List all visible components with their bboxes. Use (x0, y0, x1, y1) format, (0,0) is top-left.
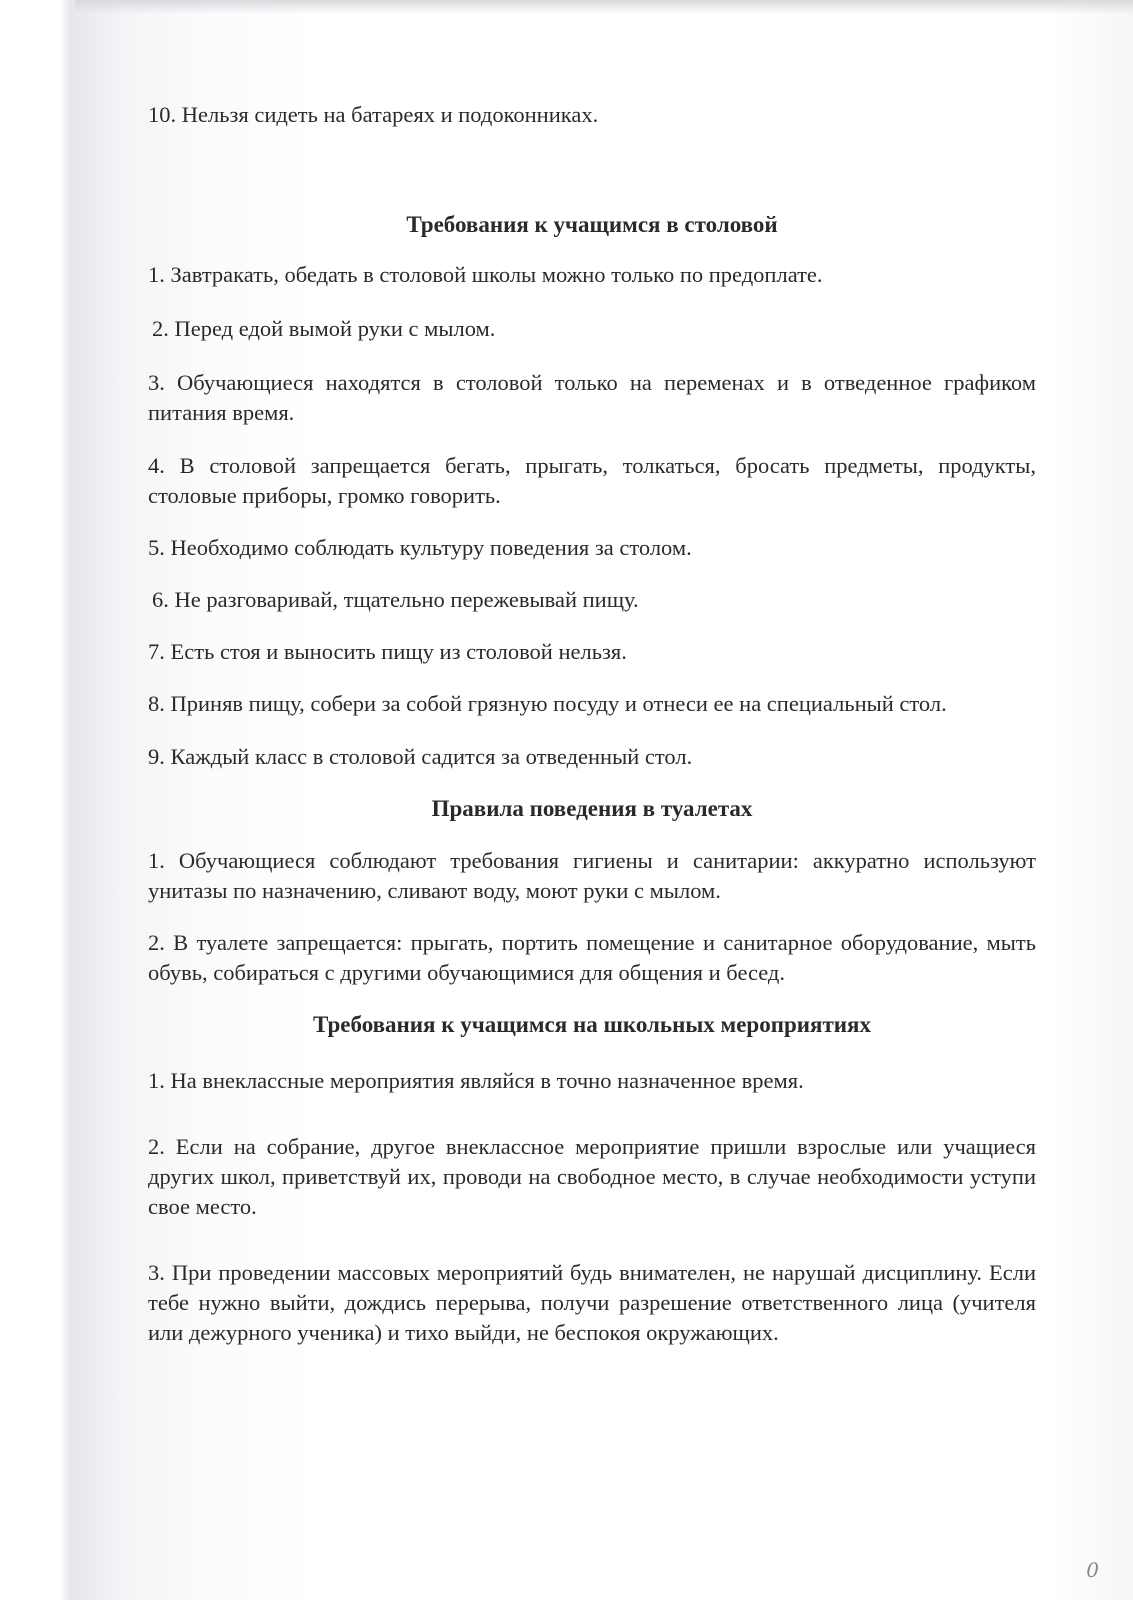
canteen-rule-4: 4. В столовой запрещается бегать, прыгать, толкаться, бросать предметы, продукты, столовые приборы, громко говорить. (148, 453, 1036, 508)
canteen-rule-5: 5. Необходимо соблюдать культуру поведения за столом. (148, 535, 692, 560)
section-title-events: Требования к учащимся на школьных мероприятиях (313, 1012, 871, 1037)
event-rule-2: 2. Если на собрание, другое внеклассное мероприятие пришли взрослые или учащиеся других школ, приветствуй их, проводи на свободное место, в случае необходимости уступи свое место. (148, 1134, 1036, 1219)
event-rule-3: 3. При проведении массовых мероприятий будь внимателен, не нарушай дисциплину. Если тебе нужно выйти, дождись перерыва, получи разрешение ответственного лица (учителя или дежурного ученика) и тихо выйди, не беспокоя окружающих. (148, 1260, 1036, 1345)
toilet-rule-2: 2. В туалете запрещается: прыгать, портить помещение и санитарное оборудование, мыть обувь, собираться с другими обучающимися для общения и бесед. (148, 930, 1036, 985)
toilet-rule-1: 1. Обучающиеся соблюдают требования гигиены и санитарии: аккуратно используют унитазы по назначению, сливают воду, моют руки с мылом. (148, 848, 1036, 903)
canteen-rule-9: 9. Каждый класс в столовой садится за отведенный стол. (148, 744, 693, 769)
intro-rule-item: 10. Нельзя сидеть на батареях и подоконниках. (148, 102, 599, 127)
event-rule-1: 1. На внеклассные мероприятия являйся в точно назначенное время. (148, 1068, 804, 1093)
canteen-rule-6: 6. Не разговаривай, тщательно пережевывай пищу. (152, 587, 639, 612)
handwritten-page-mark: 0 (1086, 1558, 1099, 1582)
canteen-rule-3: 3. Обучающиеся находятся в столовой только на переменах и в отведенное графиком питания время. (148, 370, 1036, 425)
scan-edge-shadow (75, 0, 1133, 14)
canteen-rule-7: 7. Есть стоя и выносить пищу из столовой нельзя. (148, 639, 627, 664)
section-title-toilets: Правила поведения в туалетах (431, 796, 753, 821)
canteen-rule-1: 1. Завтракать, обедать в столовой школы можно только по предоплате. (148, 262, 823, 287)
document-body (148, 100, 1036, 1348)
canteen-rule-2: 2. Перед едой вымой руки с мылом. (152, 316, 496, 341)
canteen-rule-8: 8. Приняв пищу, собери за собой грязную посуду и отнеси ее на специальный стол. (148, 691, 947, 716)
section-title-canteen: Требования к учащимся в столовой (406, 212, 778, 237)
